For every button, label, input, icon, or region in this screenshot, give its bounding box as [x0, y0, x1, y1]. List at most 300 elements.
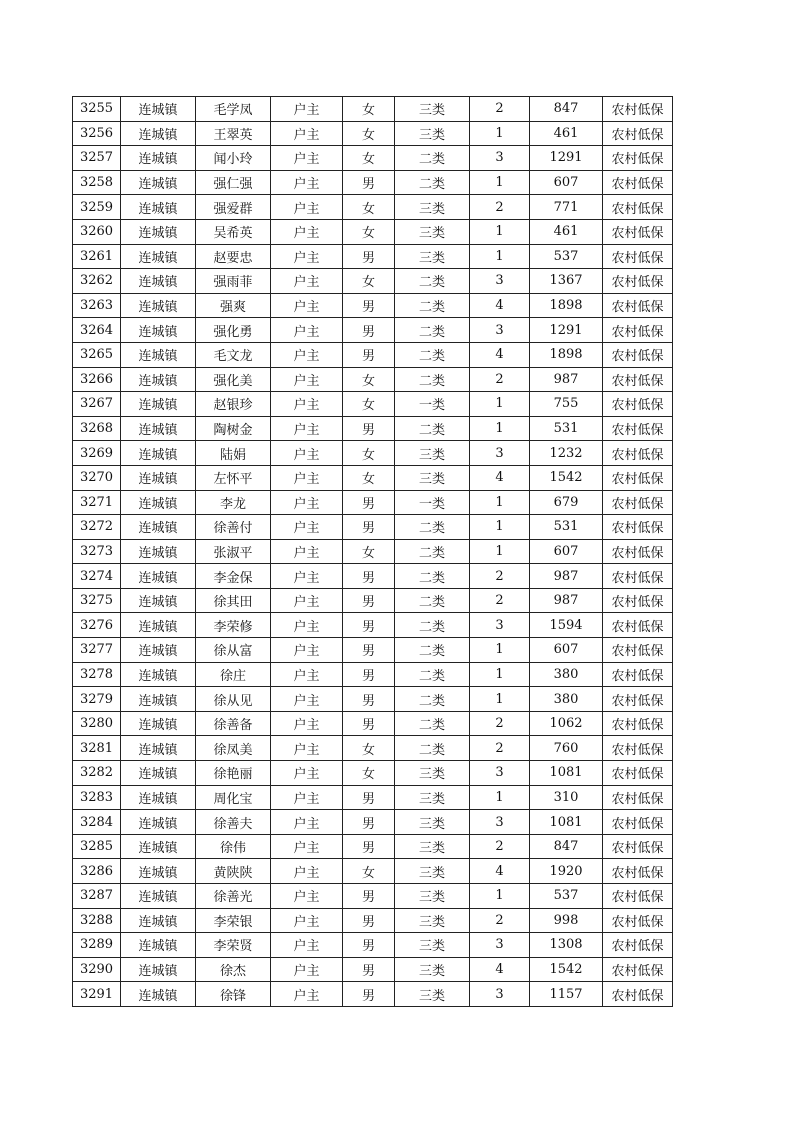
relation-cell: 户主: [271, 244, 343, 269]
name-cell: 强仁强: [196, 170, 271, 195]
relation-cell: 户主: [271, 121, 343, 146]
category-cell: 三类: [395, 933, 470, 958]
category-cell: 三类: [395, 465, 470, 490]
program-cell: 农村低保: [603, 884, 673, 909]
gender-cell: 男: [343, 244, 395, 269]
program-cell: 农村低保: [603, 318, 673, 343]
table-row: [73, 121, 673, 146]
town-cell: 连城镇: [121, 859, 196, 884]
town-cell: 连城镇: [121, 588, 196, 613]
relation-cell: 户主: [271, 97, 343, 122]
household-size-cell: 3: [470, 810, 530, 835]
household-size-cell: 3: [470, 269, 530, 294]
household-size-cell: 4: [470, 293, 530, 318]
table-row: [73, 662, 673, 687]
relation-cell: 户主: [271, 170, 343, 195]
relation-cell: 户主: [271, 219, 343, 244]
record-id-cell: 3290: [73, 957, 121, 982]
household-size-cell: 1: [470, 416, 530, 441]
table-row: [73, 293, 673, 318]
gender-cell: 女: [343, 97, 395, 122]
name-cell: 徐伟: [196, 834, 271, 859]
household-size-cell: 3: [470, 613, 530, 638]
record-id-cell: 3289: [73, 933, 121, 958]
record-id-cell: 3268: [73, 416, 121, 441]
name-cell: 王翠英: [196, 121, 271, 146]
relation-cell: 户主: [271, 711, 343, 736]
record-id-cell: 3287: [73, 884, 121, 909]
household-size-cell: 1: [470, 392, 530, 417]
table-row: [73, 392, 673, 417]
relation-cell: 户主: [271, 465, 343, 490]
relation-cell: 户主: [271, 933, 343, 958]
program-cell: 农村低保: [603, 982, 673, 1007]
gender-cell: 男: [343, 638, 395, 663]
town-cell: 连城镇: [121, 219, 196, 244]
relation-cell: 户主: [271, 293, 343, 318]
category-cell: 二类: [395, 416, 470, 441]
amount-cell: 760: [530, 736, 603, 761]
relation-cell: 户主: [271, 416, 343, 441]
household-size-cell: 4: [470, 957, 530, 982]
relation-cell: 户主: [271, 761, 343, 786]
amount-cell: 987: [530, 564, 603, 589]
record-id-cell: 3259: [73, 195, 121, 220]
record-id-cell: 3283: [73, 785, 121, 810]
town-cell: 连城镇: [121, 982, 196, 1007]
category-cell: 二类: [395, 146, 470, 171]
town-cell: 连城镇: [121, 908, 196, 933]
gender-cell: 男: [343, 687, 395, 712]
record-id-cell: 3277: [73, 638, 121, 663]
amount-cell: 847: [530, 97, 603, 122]
household-size-cell: 4: [470, 859, 530, 884]
gender-cell: 男: [343, 662, 395, 687]
program-cell: 农村低保: [603, 588, 673, 613]
table-row: [73, 638, 673, 663]
amount-cell: 380: [530, 662, 603, 687]
category-cell: 三类: [395, 834, 470, 859]
amount-cell: 1062: [530, 711, 603, 736]
program-cell: 农村低保: [603, 711, 673, 736]
program-cell: 农村低保: [603, 416, 673, 441]
amount-cell: 537: [530, 244, 603, 269]
name-cell: 吴希英: [196, 219, 271, 244]
record-id-cell: 3285: [73, 834, 121, 859]
household-size-cell: 2: [470, 834, 530, 859]
gender-cell: 女: [343, 367, 395, 392]
record-id-cell: 3278: [73, 662, 121, 687]
relation-cell: 户主: [271, 736, 343, 761]
name-cell: 徐从富: [196, 638, 271, 663]
category-cell: 三类: [395, 97, 470, 122]
gender-cell: 女: [343, 441, 395, 466]
category-cell: 三类: [395, 785, 470, 810]
program-cell: 农村低保: [603, 465, 673, 490]
record-id-cell: 3282: [73, 761, 121, 786]
category-cell: 一类: [395, 392, 470, 417]
category-cell: 二类: [395, 662, 470, 687]
town-cell: 连城镇: [121, 613, 196, 638]
name-cell: 李荣银: [196, 908, 271, 933]
household-size-cell: 2: [470, 711, 530, 736]
table-row: [73, 613, 673, 638]
household-size-cell: 3: [470, 933, 530, 958]
amount-cell: 1081: [530, 761, 603, 786]
household-size-cell: 1: [470, 121, 530, 146]
name-cell: 毛学凤: [196, 97, 271, 122]
program-cell: 农村低保: [603, 859, 673, 884]
program-cell: 农村低保: [603, 195, 673, 220]
name-cell: 强爱群: [196, 195, 271, 220]
amount-cell: 1594: [530, 613, 603, 638]
record-id-cell: 3279: [73, 687, 121, 712]
program-cell: 农村低保: [603, 810, 673, 835]
table-row: [73, 318, 673, 343]
gender-cell: 男: [343, 170, 395, 195]
gender-cell: 男: [343, 711, 395, 736]
name-cell: 李荣修: [196, 613, 271, 638]
record-id-cell: 3288: [73, 908, 121, 933]
category-cell: 三类: [395, 884, 470, 909]
record-id-cell: 3291: [73, 982, 121, 1007]
table-row: [73, 859, 673, 884]
town-cell: 连城镇: [121, 392, 196, 417]
amount-cell: 1308: [530, 933, 603, 958]
relation-cell: 户主: [271, 687, 343, 712]
program-cell: 农村低保: [603, 785, 673, 810]
town-cell: 连城镇: [121, 441, 196, 466]
amount-cell: 1898: [530, 293, 603, 318]
gender-cell: 女: [343, 219, 395, 244]
table-row: [73, 170, 673, 195]
name-cell: 赵银珍: [196, 392, 271, 417]
table-row: [73, 269, 673, 294]
category-cell: 三类: [395, 244, 470, 269]
gender-cell: 男: [343, 834, 395, 859]
record-id-cell: 3281: [73, 736, 121, 761]
relation-cell: 户主: [271, 342, 343, 367]
category-cell: 二类: [395, 564, 470, 589]
household-size-cell: 1: [470, 884, 530, 909]
record-id-cell: 3273: [73, 539, 121, 564]
amount-cell: 607: [530, 170, 603, 195]
table-row: [73, 564, 673, 589]
relation-cell: 户主: [271, 834, 343, 859]
table-row: [73, 957, 673, 982]
gender-cell: 女: [343, 121, 395, 146]
gender-cell: 男: [343, 293, 395, 318]
household-size-cell: 3: [470, 318, 530, 343]
name-cell: 徐庄: [196, 662, 271, 687]
category-cell: 二类: [395, 711, 470, 736]
category-cell: 三类: [395, 121, 470, 146]
name-cell: 陆娟: [196, 441, 271, 466]
program-cell: 农村低保: [603, 219, 673, 244]
record-id-cell: 3269: [73, 441, 121, 466]
name-cell: 徐善付: [196, 515, 271, 540]
gender-cell: 女: [343, 195, 395, 220]
program-cell: 农村低保: [603, 564, 673, 589]
household-size-cell: 1: [470, 662, 530, 687]
gender-cell: 男: [343, 613, 395, 638]
gender-cell: 男: [343, 515, 395, 540]
relation-cell: 户主: [271, 318, 343, 343]
amount-cell: 461: [530, 219, 603, 244]
household-size-cell: 2: [470, 195, 530, 220]
amount-cell: 771: [530, 195, 603, 220]
relation-cell: 户主: [271, 564, 343, 589]
town-cell: 连城镇: [121, 539, 196, 564]
record-id-cell: 3270: [73, 465, 121, 490]
gender-cell: 女: [343, 761, 395, 786]
relation-cell: 户主: [271, 490, 343, 515]
town-cell: 连城镇: [121, 933, 196, 958]
category-cell: 二类: [395, 736, 470, 761]
name-cell: 李金保: [196, 564, 271, 589]
category-cell: 三类: [395, 982, 470, 1007]
amount-cell: 607: [530, 539, 603, 564]
household-size-cell: 2: [470, 908, 530, 933]
relation-cell: 户主: [271, 539, 343, 564]
household-size-cell: 1: [470, 515, 530, 540]
town-cell: 连城镇: [121, 195, 196, 220]
town-cell: 连城镇: [121, 244, 196, 269]
amount-cell: 1920: [530, 859, 603, 884]
program-cell: 农村低保: [603, 687, 673, 712]
category-cell: 二类: [395, 367, 470, 392]
record-id-cell: 3271: [73, 490, 121, 515]
program-cell: 农村低保: [603, 269, 673, 294]
table-row: [73, 736, 673, 761]
category-cell: 三类: [395, 441, 470, 466]
category-cell: 一类: [395, 490, 470, 515]
relation-cell: 户主: [271, 392, 343, 417]
gender-cell: 男: [343, 342, 395, 367]
amount-cell: 847: [530, 834, 603, 859]
name-cell: 徐善光: [196, 884, 271, 909]
town-cell: 连城镇: [121, 884, 196, 909]
town-cell: 连城镇: [121, 761, 196, 786]
table-row: [73, 244, 673, 269]
record-id-cell: 3276: [73, 613, 121, 638]
relation-cell: 户主: [271, 588, 343, 613]
name-cell: 李龙: [196, 490, 271, 515]
gender-cell: 女: [343, 859, 395, 884]
household-size-cell: 1: [470, 785, 530, 810]
gender-cell: 男: [343, 564, 395, 589]
household-size-cell: 2: [470, 367, 530, 392]
household-size-cell: 2: [470, 588, 530, 613]
category-cell: 三类: [395, 957, 470, 982]
table-row: [73, 539, 673, 564]
household-size-cell: 1: [470, 539, 530, 564]
gender-cell: 男: [343, 908, 395, 933]
program-cell: 农村低保: [603, 244, 673, 269]
record-id-cell: 3257: [73, 146, 121, 171]
name-cell: 黄陕陕: [196, 859, 271, 884]
amount-cell: 1291: [530, 146, 603, 171]
household-size-cell: 1: [470, 244, 530, 269]
household-size-cell: 3: [470, 146, 530, 171]
town-cell: 连城镇: [121, 638, 196, 663]
amount-cell: 607: [530, 638, 603, 663]
record-id-cell: 3264: [73, 318, 121, 343]
household-size-cell: 2: [470, 564, 530, 589]
name-cell: 张淑平: [196, 539, 271, 564]
name-cell: 毛文龙: [196, 342, 271, 367]
program-cell: 农村低保: [603, 342, 673, 367]
town-cell: 连城镇: [121, 834, 196, 859]
town-cell: 连城镇: [121, 687, 196, 712]
relation-cell: 户主: [271, 441, 343, 466]
town-cell: 连城镇: [121, 711, 196, 736]
amount-cell: 1542: [530, 957, 603, 982]
category-cell: 二类: [395, 613, 470, 638]
town-cell: 连城镇: [121, 97, 196, 122]
name-cell: 徐其田: [196, 588, 271, 613]
program-cell: 农村低保: [603, 392, 673, 417]
category-cell: 二类: [395, 170, 470, 195]
record-id-cell: 3255: [73, 97, 121, 122]
table-row: [73, 588, 673, 613]
town-cell: 连城镇: [121, 121, 196, 146]
household-size-cell: 1: [470, 219, 530, 244]
relation-cell: 户主: [271, 785, 343, 810]
amount-cell: 987: [530, 588, 603, 613]
category-cell: 三类: [395, 859, 470, 884]
amount-cell: 987: [530, 367, 603, 392]
relation-cell: 户主: [271, 662, 343, 687]
name-cell: 李荣贤: [196, 933, 271, 958]
gender-cell: 女: [343, 269, 395, 294]
category-cell: 三类: [395, 195, 470, 220]
program-cell: 农村低保: [603, 933, 673, 958]
table-row: [73, 761, 673, 786]
roster-body: [73, 97, 673, 1007]
name-cell: 强化勇: [196, 318, 271, 343]
category-cell: 二类: [395, 318, 470, 343]
household-size-cell: 3: [470, 761, 530, 786]
town-cell: 连城镇: [121, 367, 196, 392]
record-id-cell: 3275: [73, 588, 121, 613]
category-cell: 二类: [395, 293, 470, 318]
household-size-cell: 1: [470, 687, 530, 712]
amount-cell: 1157: [530, 982, 603, 1007]
table-row: [73, 441, 673, 466]
town-cell: 连城镇: [121, 342, 196, 367]
household-size-cell: 1: [470, 638, 530, 663]
gender-cell: 男: [343, 490, 395, 515]
relation-cell: 户主: [271, 613, 343, 638]
program-cell: 农村低保: [603, 97, 673, 122]
household-size-cell: 2: [470, 736, 530, 761]
program-cell: 农村低保: [603, 539, 673, 564]
program-cell: 农村低保: [603, 293, 673, 318]
amount-cell: 679: [530, 490, 603, 515]
town-cell: 连城镇: [121, 146, 196, 171]
table-row: [73, 195, 673, 220]
relation-cell: 户主: [271, 515, 343, 540]
gender-cell: 男: [343, 957, 395, 982]
gender-cell: 男: [343, 884, 395, 909]
town-cell: 连城镇: [121, 810, 196, 835]
table-row: [73, 97, 673, 122]
name-cell: 徐艳丽: [196, 761, 271, 786]
program-cell: 农村低保: [603, 736, 673, 761]
town-cell: 连城镇: [121, 515, 196, 540]
category-cell: 二类: [395, 638, 470, 663]
gender-cell: 男: [343, 785, 395, 810]
record-id-cell: 3258: [73, 170, 121, 195]
relation-cell: 户主: [271, 957, 343, 982]
gender-cell: 男: [343, 982, 395, 1007]
record-id-cell: 3260: [73, 219, 121, 244]
household-size-cell: 3: [470, 441, 530, 466]
program-cell: 农村低保: [603, 834, 673, 859]
table-row: [73, 711, 673, 736]
name-cell: 徐凤美: [196, 736, 271, 761]
name-cell: 闻小玲: [196, 146, 271, 171]
amount-cell: 1081: [530, 810, 603, 835]
household-size-cell: 3: [470, 982, 530, 1007]
town-cell: 连城镇: [121, 170, 196, 195]
relation-cell: 户主: [271, 269, 343, 294]
table-row: [73, 219, 673, 244]
record-id-cell: 3286: [73, 859, 121, 884]
household-size-cell: 2: [470, 97, 530, 122]
table-row: [73, 908, 673, 933]
town-cell: 连城镇: [121, 490, 196, 515]
benefit-roster-table: [72, 96, 673, 1007]
category-cell: 二类: [395, 687, 470, 712]
household-size-cell: 1: [470, 490, 530, 515]
program-cell: 农村低保: [603, 638, 673, 663]
town-cell: 连城镇: [121, 662, 196, 687]
record-id-cell: 3280: [73, 711, 121, 736]
table-row: [73, 367, 673, 392]
amount-cell: 531: [530, 515, 603, 540]
table-row: [73, 687, 673, 712]
record-id-cell: 3263: [73, 293, 121, 318]
gender-cell: 女: [343, 539, 395, 564]
record-id-cell: 3274: [73, 564, 121, 589]
record-id-cell: 3265: [73, 342, 121, 367]
relation-cell: 户主: [271, 367, 343, 392]
program-cell: 农村低保: [603, 957, 673, 982]
name-cell: 强化美: [196, 367, 271, 392]
program-cell: 农村低保: [603, 490, 673, 515]
record-id-cell: 3272: [73, 515, 121, 540]
record-id-cell: 3266: [73, 367, 121, 392]
gender-cell: 男: [343, 810, 395, 835]
gender-cell: 男: [343, 416, 395, 441]
record-id-cell: 3284: [73, 810, 121, 835]
town-cell: 连城镇: [121, 785, 196, 810]
town-cell: 连城镇: [121, 957, 196, 982]
amount-cell: 537: [530, 884, 603, 909]
relation-cell: 户主: [271, 859, 343, 884]
category-cell: 三类: [395, 810, 470, 835]
name-cell: 赵要忠: [196, 244, 271, 269]
table-row: [73, 810, 673, 835]
gender-cell: 女: [343, 736, 395, 761]
record-id-cell: 3256: [73, 121, 121, 146]
town-cell: 连城镇: [121, 465, 196, 490]
name-cell: 徐善夫: [196, 810, 271, 835]
town-cell: 连城镇: [121, 564, 196, 589]
table-row: [73, 490, 673, 515]
